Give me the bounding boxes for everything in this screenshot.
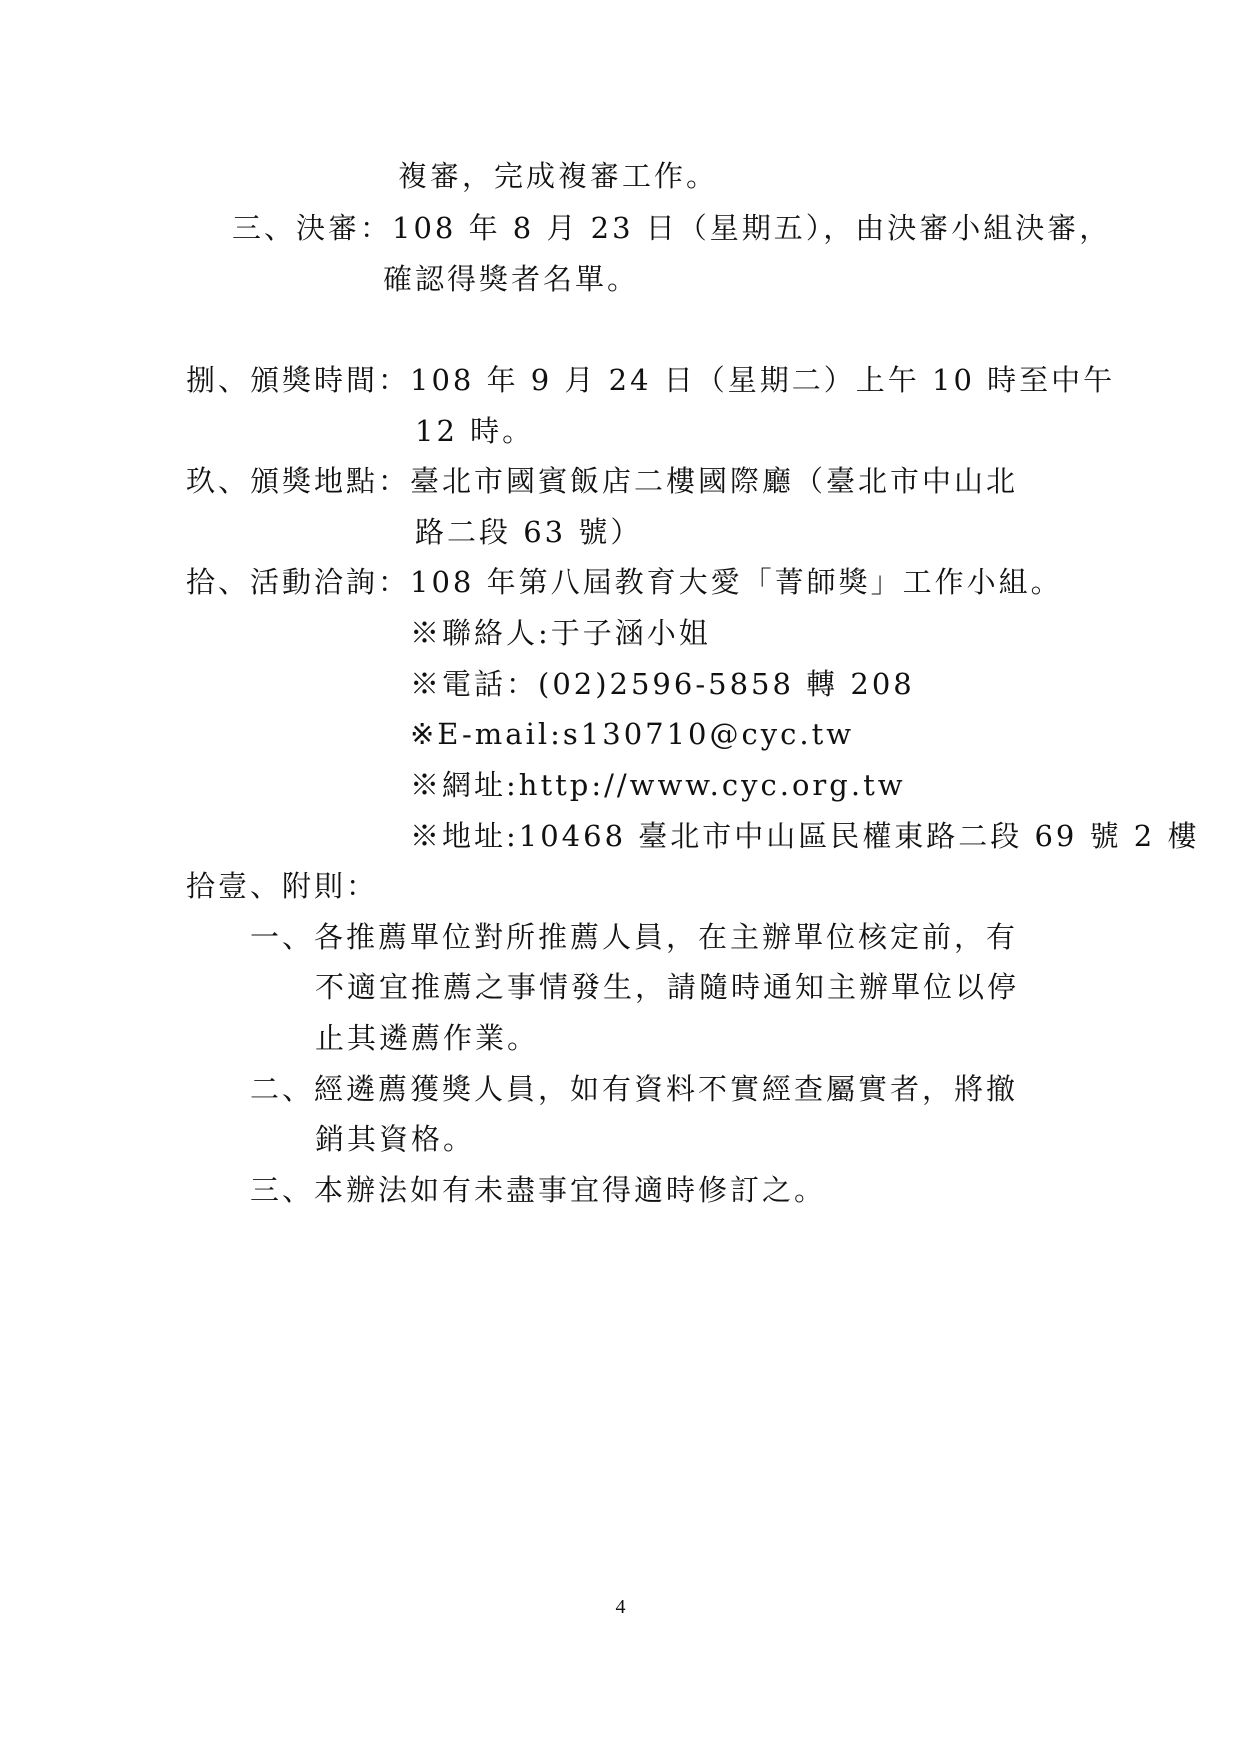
appendix-item-2-cont: 銷其資格。 bbox=[315, 1122, 476, 1156]
contact-person: ※聯絡人:于子涵小姐 bbox=[410, 616, 711, 650]
inquiry-heading: 拾、活動洽詢：108 年第八屆教育大愛「菁師獎」工作小組。 bbox=[186, 565, 1063, 599]
award-venue-heading: 玖、頒獎地點：臺北市國賓飯店二樓國際廳（臺北市中山北 bbox=[186, 464, 1019, 498]
appendix-heading: 拾壹、附則： bbox=[186, 869, 379, 903]
contact-address: ※地址:10468 臺北市中山區民權東路二段 69 號 2 樓 bbox=[410, 819, 1200, 853]
page-number: 4 bbox=[615, 1596, 626, 1618]
appendix-item-1-cont2: 止其遴薦作業。 bbox=[315, 1021, 540, 1055]
contact-email: ※E-mail:s130710@cyc.tw bbox=[410, 717, 855, 751]
award-time-cont: 12 時。 bbox=[415, 414, 535, 448]
award-venue-cont: 路二段 63 號） bbox=[415, 515, 643, 549]
award-time-heading: 捌、頒獎時間：108 年 9 月 24 日（星期二）上午 10 時至中午 bbox=[186, 363, 1116, 397]
appendix-item-1-cont: 不適宜推薦之事情發生，請隨時通知主辦單位以停 bbox=[315, 970, 1020, 1004]
contact-website: ※網址:http://www.cyc.org.tw bbox=[410, 768, 906, 802]
appendix-item-3: 三、本辦法如有未盡事宜得適時修訂之。 bbox=[250, 1173, 827, 1207]
review-line-end: 複審，完成複審工作。 bbox=[398, 159, 719, 193]
contact-phone: ※電話：(02)2596-5858 轉 208 bbox=[410, 667, 915, 701]
appendix-item-2: 二、經遴薦獲獎人員，如有資料不實經查屬實者，將撤 bbox=[250, 1072, 1019, 1106]
appendix-item-1: 一、各推薦單位對所推薦人員，在主辦單位核定前，有 bbox=[250, 920, 1019, 954]
final-review-item-cont: 確認得獎者名單。 bbox=[383, 262, 640, 296]
final-review-item: 三、決審：108 年 8 月 23 日（星期五），由決審小組決審， bbox=[232, 211, 1112, 245]
